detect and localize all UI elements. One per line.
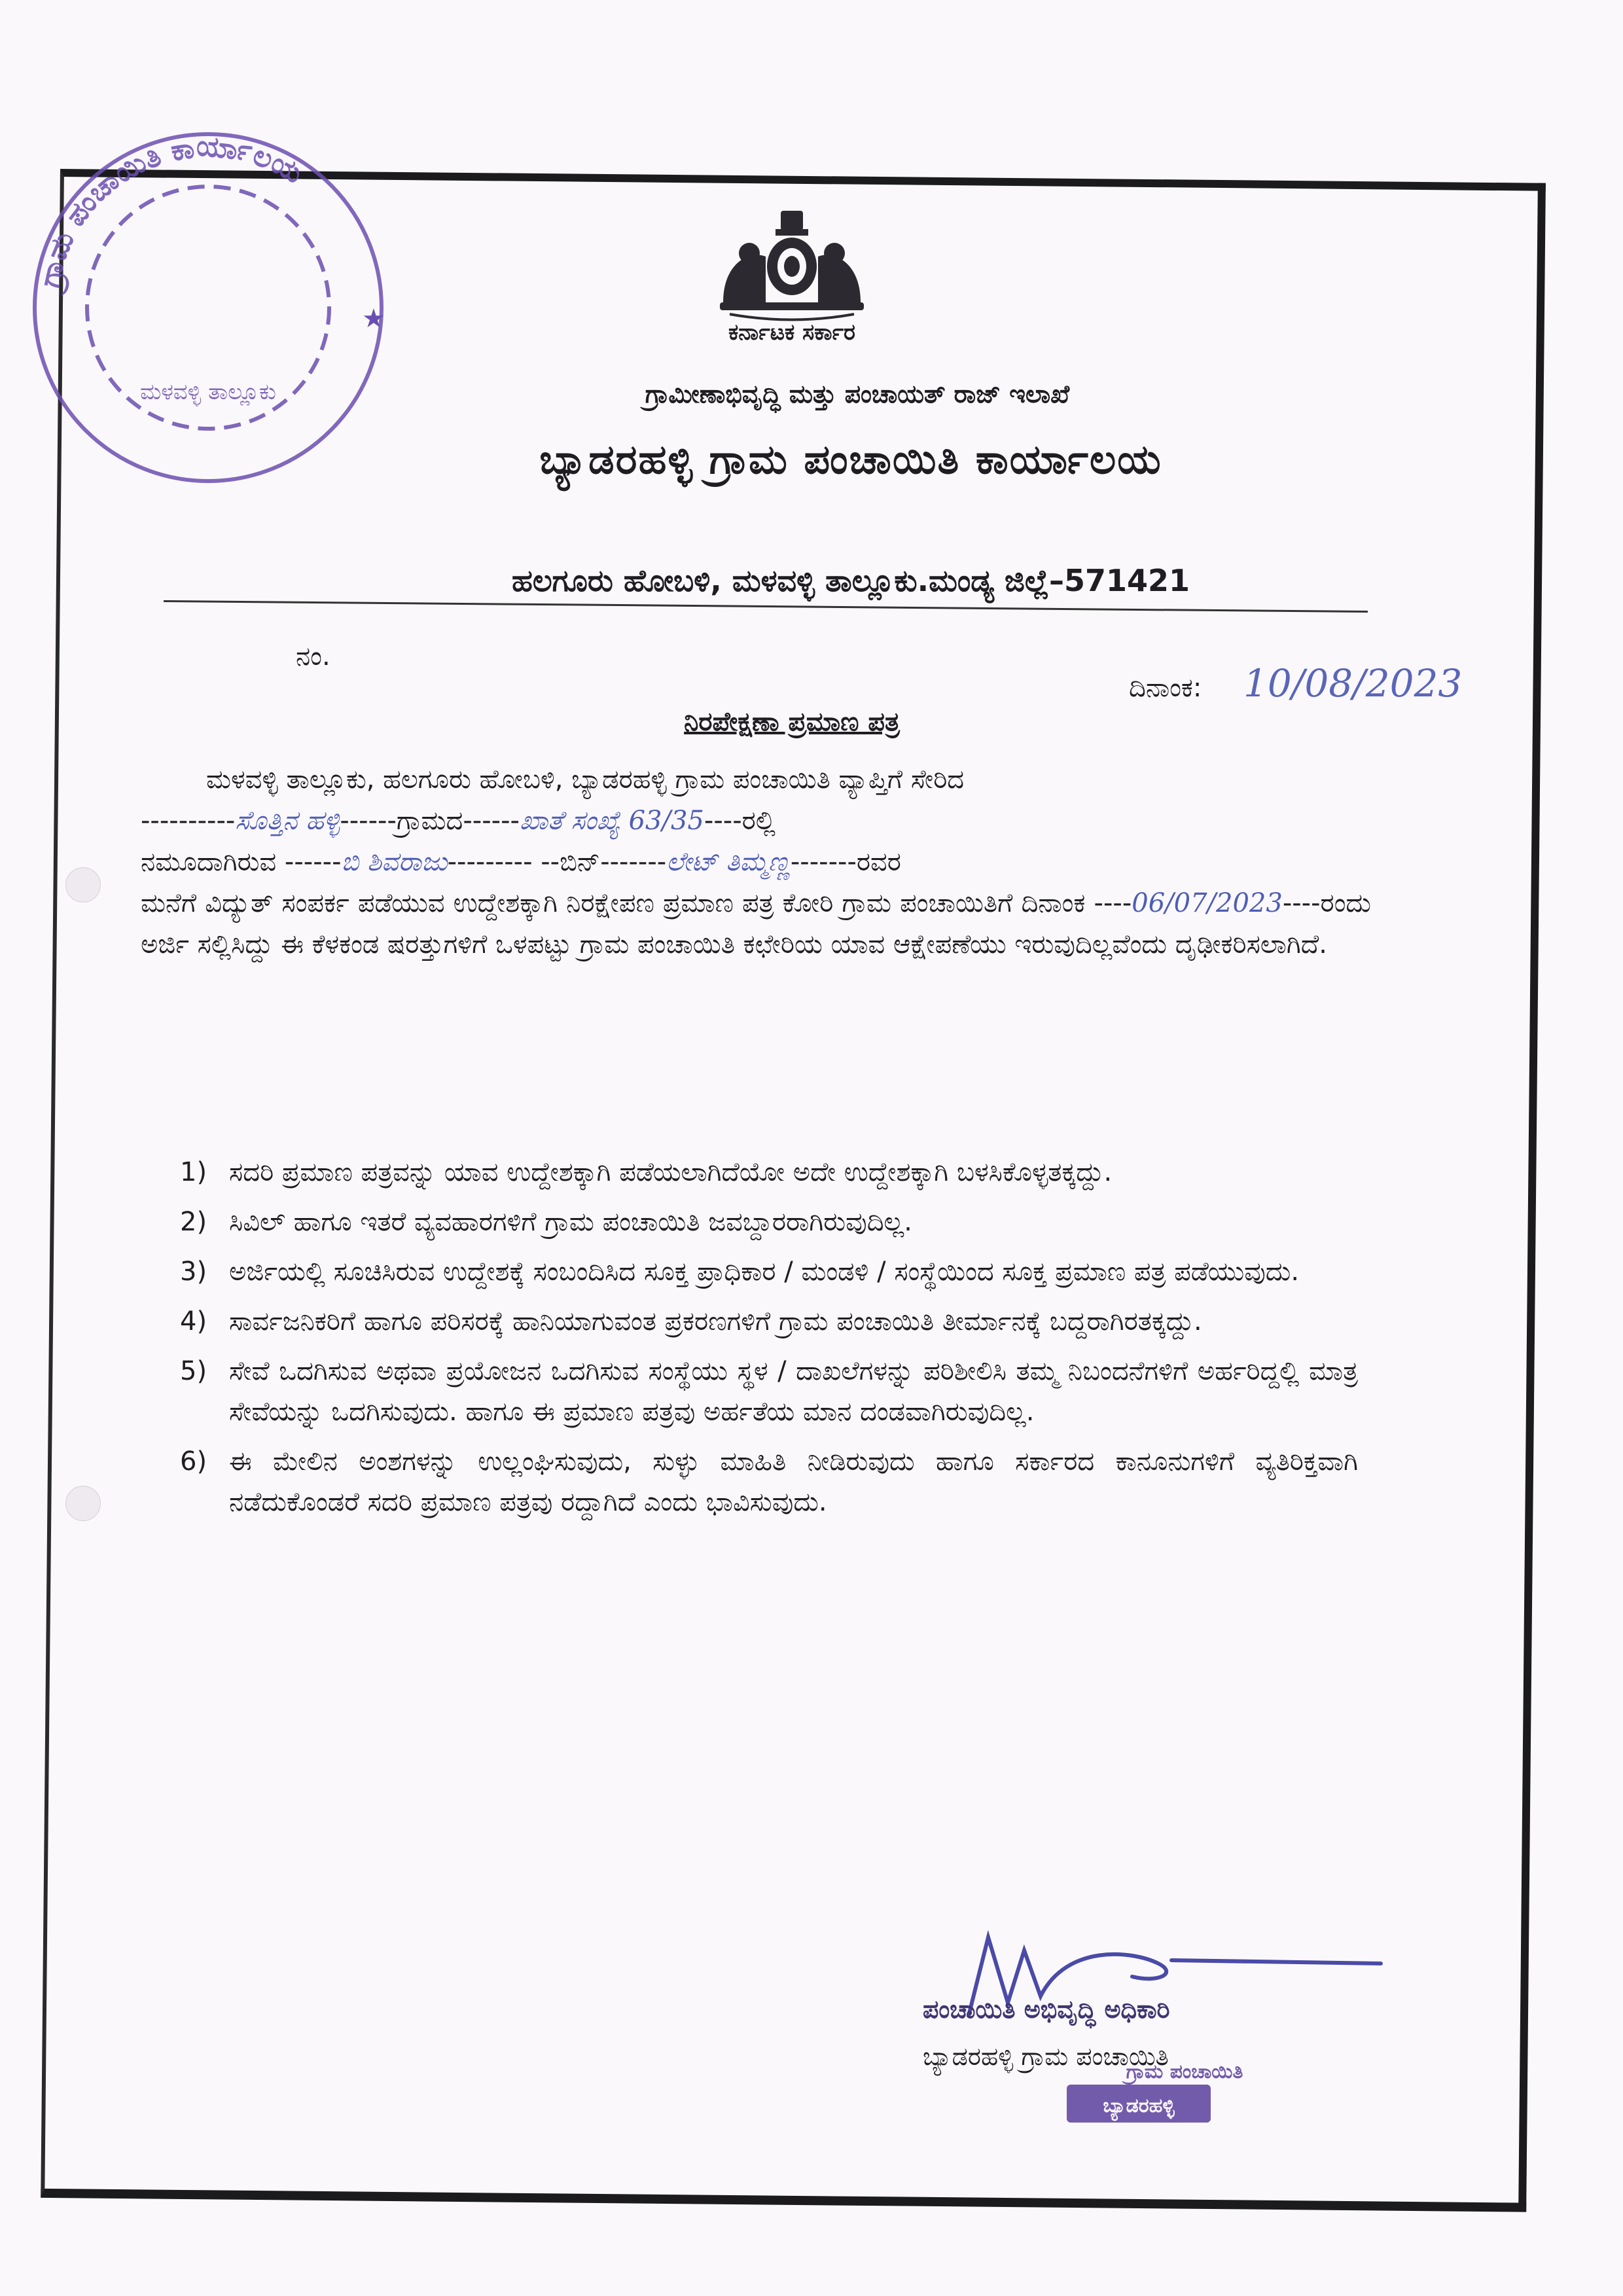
svg-text:ಗ್ರಾಮ ಪಂಚಾಯಿತಿ: ಗ್ರಾಮ ಪಂಚಾಯಿತಿ bbox=[1126, 2060, 1243, 2083]
father-suffix: ರವರ bbox=[856, 847, 901, 877]
svg-text:ಬ್ಯಾಡರಹಳ್ಳಿ: ಬ್ಯಾಡರಹಳ್ಳಿ bbox=[1103, 2094, 1175, 2117]
condition-number: 2) bbox=[180, 1207, 207, 1237]
property-suffix: ರಲ್ಲಿ bbox=[741, 806, 776, 836]
recorded-label: ನಮೂದಾಗಿರುವ bbox=[141, 847, 277, 877]
condition-text: ಸದರಿ ಪ್ರಮಾಣ ಪತ್ರವನ್ನು ಯಾವ ಉದ್ದೇಶಕ್ಕಾಗಿ ಪಡೆಯಲಾಗಿದೆಯೋ ಅದೇ ಉದ್ದೇಶಕ್ಕಾಗಿ ಬಳಸಿಕೊಳ್ಳತಕ್ಕದ್ದು. bbox=[229, 1157, 1113, 1187]
condition-item bbox=[180, 1441, 1358, 1522]
village-name: ಸೊತ್ತಿನ ಹಳ್ಳಿ bbox=[235, 806, 340, 836]
body-line-3: ನಮೂದಾಗಿರುವ ------ಬಿ ಶಿವರಾಜು--------- --ಬಿನ್-------ಲೇಟ್ ತಿಮ್ಮಣ್ಣ-------ರವರ bbox=[141, 847, 901, 877]
conditions-list bbox=[180, 1152, 1358, 1532]
body-purpose: ಮನೆಗೆ ವಿದ್ಯುತ್ ಸಂಪರ್ಕ ಪಡೆಯುವ ಉದ್ದೇಶಕ್ಕಾಗಿ ನಿರಕ್ಷೇಪಣ ಪ್ರಮಾಣ ಪತ್ರ ಕೋರಿ ಗ್ರಾಮ ಪಂಚಾಯಿತಿಗೆ ದಿನಾಂಕ ----06/07/2023----ರಂದು ಅರ್ಜಿ ಸಲ್ಲಿಸಿದ್ದು ಈ ಕೆಳಕಂಡ ಷರತ್ತುಗಳಿಗೆ ಒಳಪಟ್ಟು ಗ್ರಾಮ ಪಂಚಾಯಿತಿ ಕಛೇರಿಯ ಯಾವ ಆಕ್ಷೇಪಣೆಯು ಇರುವುದಿಲ್ಲವೆಂದು ದೃಢೀಕರಿಸಲಾಗಿದೆ. bbox=[141, 888, 1371, 960]
condition-text: ಸಿವಿಲ್ ಹಾಗೂ ಇತರೆ ವ್ಯವಹಾರಗಳಿಗೆ ಗ್ರಾಮ ಪಂಚಾಯಿತಿ ಜವಬ್ದಾರರಾಗಿರುವುದಿಲ್ಲ. bbox=[229, 1207, 912, 1237]
condition-text: ಸೇವೆ ಒದಗಿಸುವ ಅಥವಾ ಪ್ರಯೋಜನ ಒದಗಿಸುವ ಸಂಸ್ಥೆಯು ಸ್ಥಳ / ದಾಖಲೆಗಳನ್ನು ಪರಿಶೀಲಿಸಿ ತಮ್ಮ ನಿಬಂದನೆಗಳಿಗೆ ಅರ್ಹರಿದ್ದಲ್ಲಿ ಮಾತ್ರ ಸೇವೆಯನ್ನು ಒದಗಿಸುವುದು. ಹಾಗೂ ಈ ಪ್ರಮಾಣ ಪತ್ರವು ಅರ್ಹತೆಯ ಮಾನ ದಂಡವಾಗಿರುವುದಿಲ್ಲ. bbox=[229, 1356, 1358, 1427]
body-line-2: ----------ಸೊತ್ತಿನ ಹಳ್ಳಿ------ಗ್ರಾಮದ------ಖಾತೆ ಸಂಖ್ಯೆ 63/35----ರಲ್ಲಿ bbox=[141, 806, 776, 836]
svg-text:ಮಳವಳ್ಳಿ ತಾಲ್ಲೂಕು: ಮಳವಳ್ಳಿ ತಾಲ್ಲೂಕು bbox=[139, 379, 277, 405]
son-of-label: ಬಿನ್ bbox=[560, 847, 601, 877]
department-name: ಗ್ರಾಮೀಣಾಭಿವೃದ್ಧಿ ಮತ್ತು ಪಂಚಾಯತ್ ರಾಜ್ ಇಲಾಖೆ bbox=[645, 380, 1070, 408]
condition-item bbox=[180, 1202, 1358, 1242]
office-name-stamp bbox=[1021, 2058, 1296, 2130]
signatory-office: ಬ್ಯಾಡರಹಳ್ಳಿ ಗ್ರಾಮ ಪಂಚಾಯಿತಿ bbox=[923, 2042, 1169, 2071]
condition-number: 6) bbox=[180, 1446, 207, 1477]
condition-item bbox=[180, 1251, 1358, 1292]
closing-text: ರಂದು ಅರ್ಜಿ ಸಲ್ಲಿಸಿದ್ದು ಈ ಕೆಳಕಂಡ ಷರತ್ತುಗಳಿಗೆ ಒಳಪಟ್ಟು ಗ್ರಾಮ ಪಂಚಾಯಿತಿ ಕಛೇರಿಯ ಯಾವ ಆಕ್ಷೇಪಣೆಯು ಇರುವುದಿಲ್ಲವೆಂದು ದೃಢೀಕರಿಸಲಾಗಿದೆ. bbox=[141, 888, 1371, 960]
certificate-body bbox=[141, 759, 1371, 965]
applied-date: 06/07/2023 bbox=[1132, 888, 1283, 918]
condition-number: 4) bbox=[180, 1306, 207, 1336]
condition-text: ಈ ಮೇಲಿನ ಅಂಶಗಳನ್ನು ಉಲ್ಲಂಘಿಸುವುದು, ಸುಳ್ಳು ಮಾಹಿತಿ ನೀಡಿರುವುದು ಹಾಗೂ ಸರ್ಕಾರದ ಕಾನೂನುಗಳಿಗೆ ವ್ಯತಿರಿಕ್ತವಾಗಿ ನಡೆದುಕೊಂಡರೆ ಸದರಿ ಪ್ರಮಾಣ ಪತ್ರವು ರದ್ದಾಗಿದೆ ಎಂದು ಭಾವಿಸುವುದು. bbox=[229, 1446, 1358, 1517]
body-line-1: ಮಳವಳ್ಳಿ ತಾಲ್ಲೂಕು, ಹಲಗೂರು ಹೋಬಳಿ, ಬ್ಯಾಡರಹಳ್ಳಿ ಗ್ರಾಮ ಪಂಚಾಯಿತಿ ವ್ಯಾಪ್ತಿಗೆ ಸೇರಿದ bbox=[206, 764, 965, 795]
condition-number: 1) bbox=[180, 1157, 207, 1187]
village-suffix: ಗ್ರಾಮದ bbox=[396, 806, 463, 836]
office-title: ಬ್ಯಾಡರಹಳ್ಳಿ ಗ್ರಾಮ ಪಂಚಾಯಿತಿ ಕಾರ್ಯಾಲಯ bbox=[539, 435, 1162, 483]
certificate-title: ನಿರಪೇಕ್ಷಣಾ ಪ್ರಮಾಣ ಪತ್ರ bbox=[684, 707, 900, 737]
father-name: ಲೇಟ್ ತಿಮ್ಮಣ್ಣ bbox=[666, 847, 791, 877]
applied-date-label: ದಿನಾಂಕ bbox=[1021, 888, 1086, 918]
property-number: ಖಾತೆ ಸಂಖ್ಯೆ 63/35 bbox=[519, 806, 704, 836]
svg-text:ಗ್ರಾಮ ಪಂಚಾಯಿತಿ ಕಾರ್ಯಾಲಯ: ಗ್ರಾಮ ಪಂಚಾಯಿತಿ ಕಾರ್ಯಾಲಯ bbox=[32, 129, 309, 291]
punch-hole bbox=[65, 867, 101, 903]
condition-number: 3) bbox=[180, 1257, 207, 1287]
applicant-name: ಬಿ ಶಿವರಾಜು bbox=[341, 847, 448, 877]
date-value: 10/08/2023 bbox=[1243, 661, 1463, 706]
condition-text: ಅರ್ಜಿಯಲ್ಲಿ ಸೂಚಿಸಿರುವ ಉದ್ದೇಶಕ್ಕೆ ಸಂಬಂದಿಸಿದ ಸೂಕ್ತ ಪ್ರಾಧಿಕಾರ / ಮಂಡಳಿ / ಸಂಸ್ಥೆಯಿಂದ ಸೂಕ್ತ ಪ್ರಮಾಣ ಪತ್ರ ಪಡೆಯುವುದು. bbox=[229, 1257, 1300, 1287]
date-label: ದಿನಾಂಕ: bbox=[1129, 673, 1202, 703]
government-name: ಕರ್ನಾಟಕ ಸರ್ಕಾರ bbox=[728, 319, 856, 346]
purpose-text: ಮನೆಗೆ ವಿದ್ಯುತ್ ಸಂಪರ್ಕ ಪಡೆಯುವ ಉದ್ದೇಶಕ್ಕಾಗಿ ನಿರಕ್ಷೇಪಣ ಪ್ರಮಾಣ ಪತ್ರ ಕೋರಿ ಗ್ರಾಮ ಪಂಚಾಯಿತಿಗೆ bbox=[141, 888, 1013, 918]
condition-item bbox=[180, 1351, 1358, 1432]
svg-text:★: ★ bbox=[362, 304, 385, 334]
condition-text: ಸಾರ್ವಜನಿಕರಿಗೆ ಹಾಗೂ ಪರಿಸರಕ್ಕೆ ಹಾನಿಯಾಗುವಂತ ಪ್ರಕರಣಗಳಿಗೆ ಗ್ರಾಮ ಪಂಚಾಯಿತಿ ತೀರ್ಮಾನಕ್ಕೆ ಬದ್ದರಾಗಿರತಕ್ಕದ್ದು. bbox=[229, 1306, 1202, 1336]
condition-item bbox=[180, 1301, 1358, 1342]
office-address: ಹಲಗೂರು ಹೋಬಳಿ, ಮಳವಳ್ಳಿ ತಾಲ್ಲೂಕು.ಮಂಡ್ಯ ಜಿಲ್ಲೆ–571421 bbox=[511, 563, 1190, 598]
punch-hole bbox=[65, 1486, 101, 1521]
condition-number: 5) bbox=[180, 1356, 207, 1386]
reference-number-label: ನಂ. bbox=[296, 641, 330, 672]
officer-designation: ಪಂಚಾಯಿತಿ ಅಭಿವೃದ್ಧಿ ಅಧಿಕಾರಿ bbox=[923, 1995, 1170, 2024]
karnataka-emblem-icon bbox=[710, 204, 874, 322]
condition-item bbox=[180, 1152, 1358, 1193]
